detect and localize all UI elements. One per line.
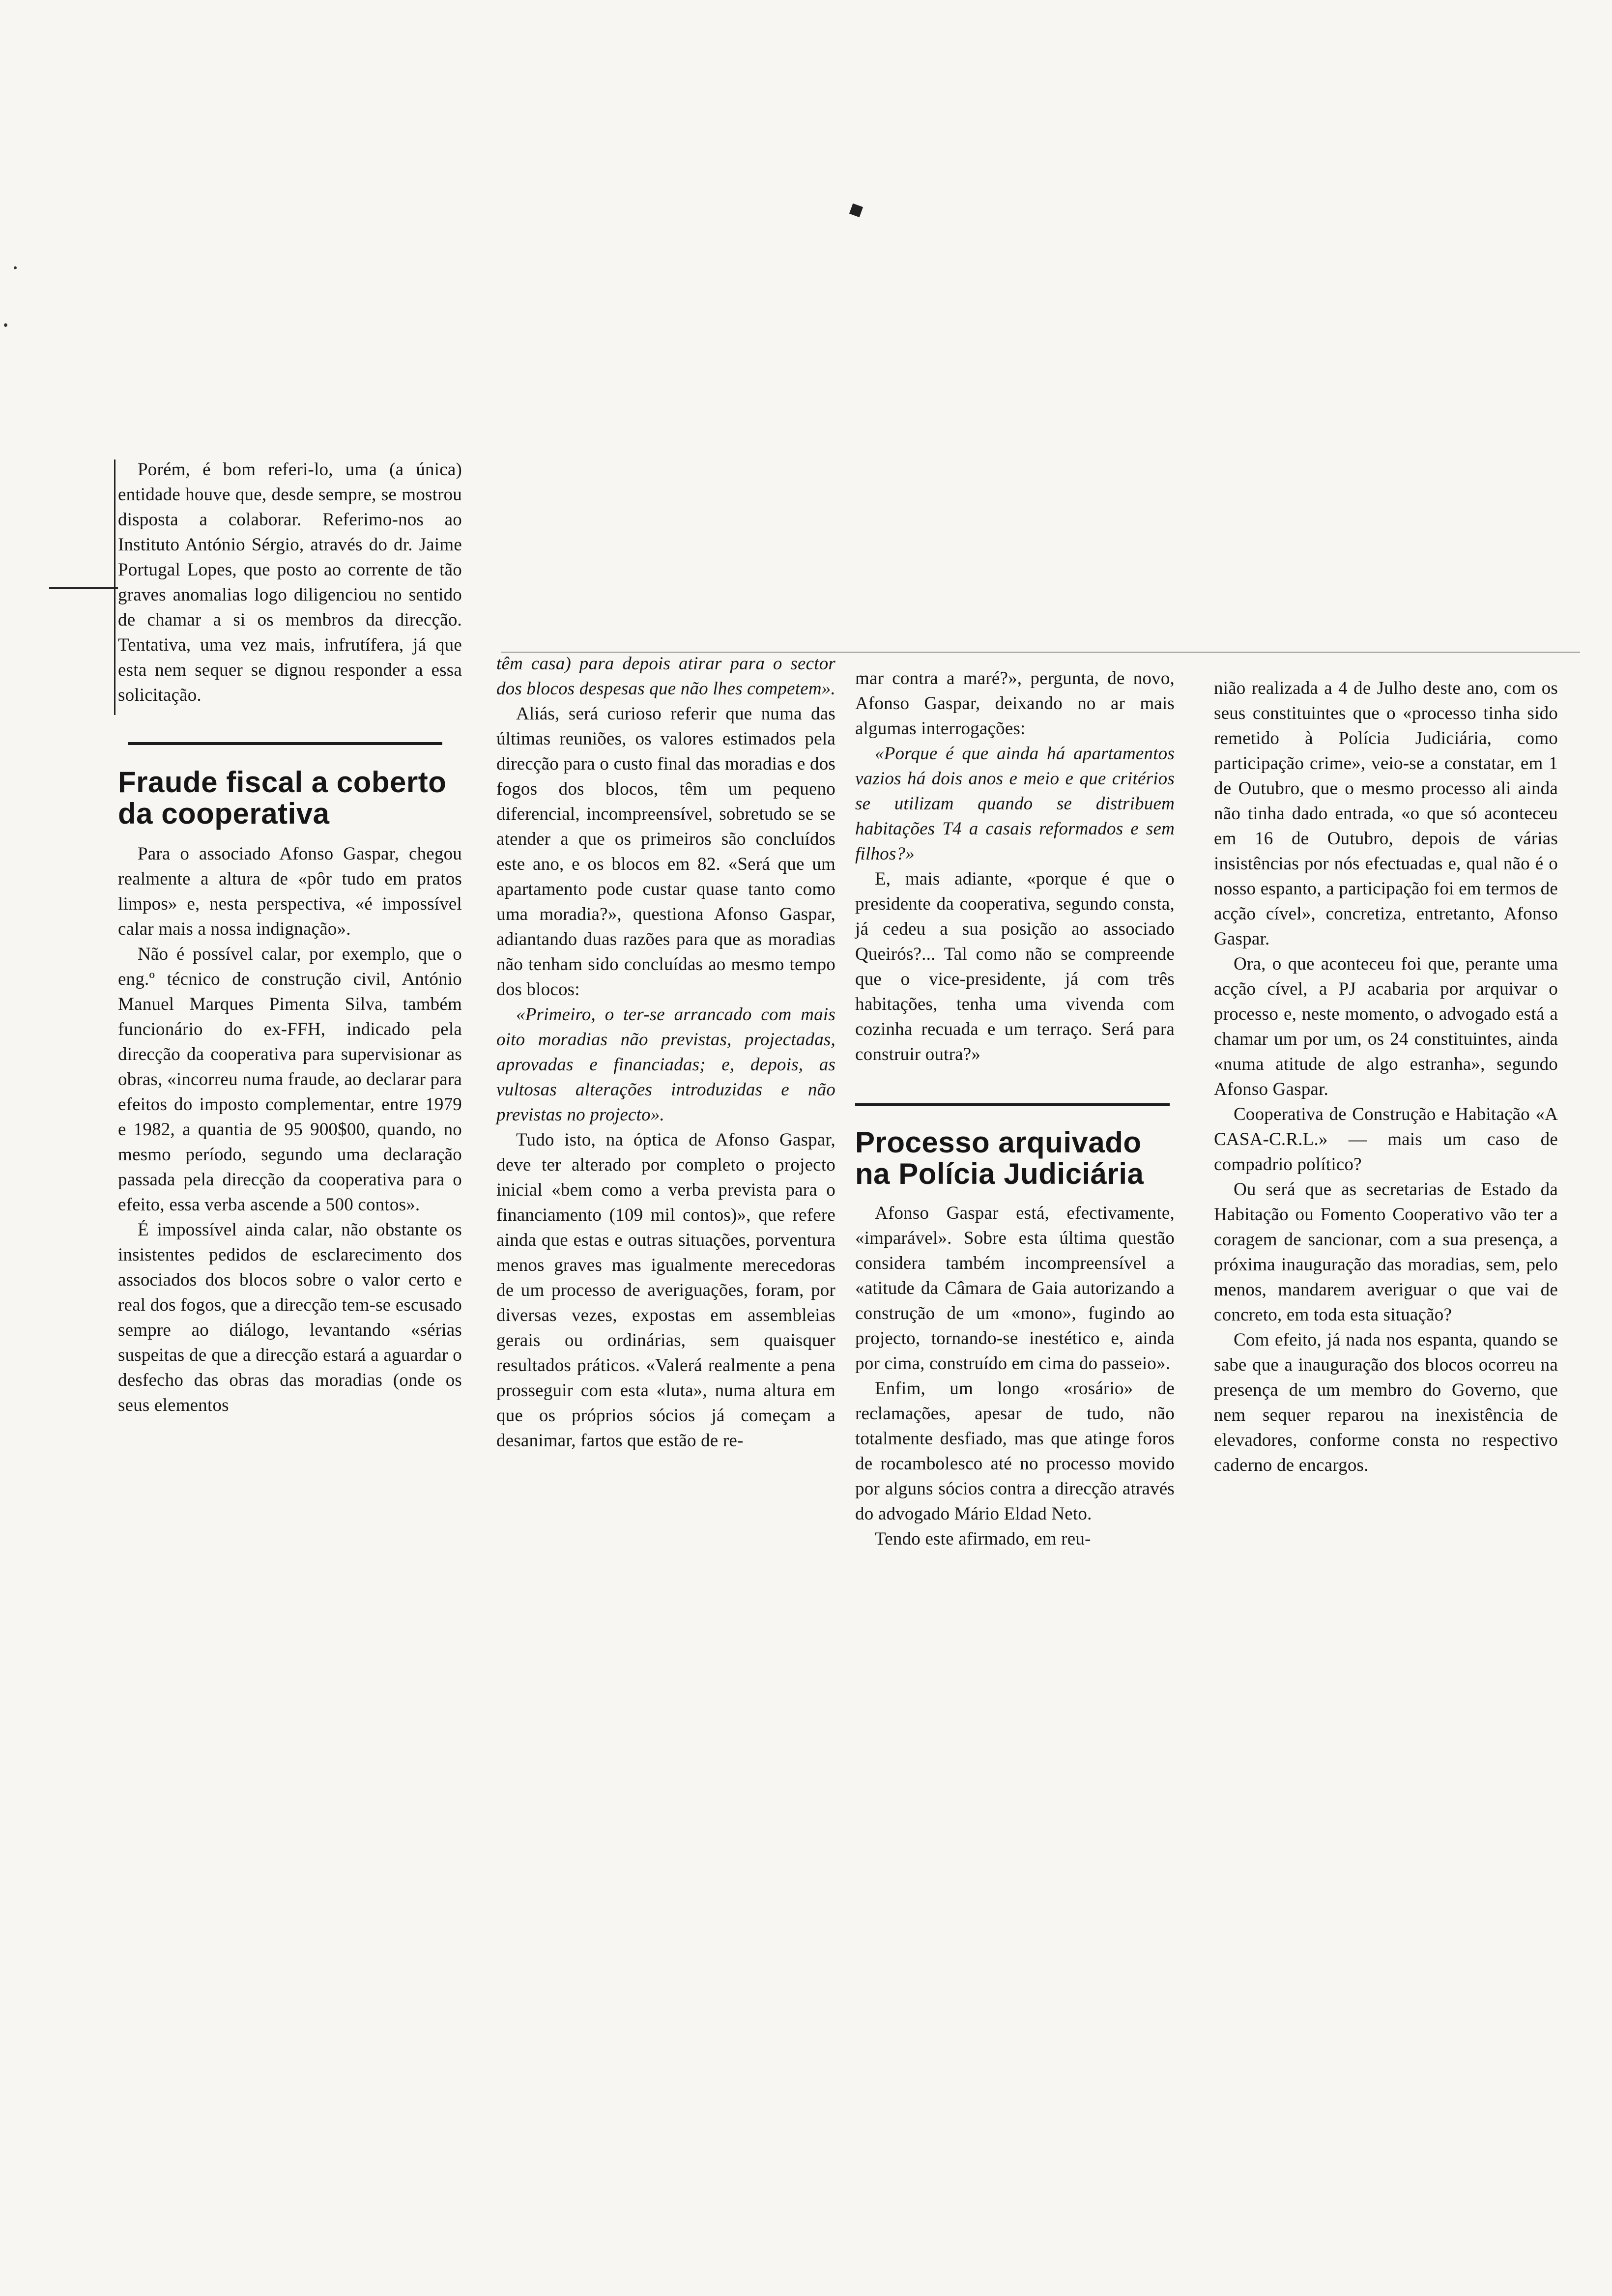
paragraph: Para o associado Afonso Gaspar, chegou realmente a altura de «pôr tudo em pratos limpos» e, nesta perspectiva, «é impossível calar mais a nossa indignação». bbox=[118, 844, 462, 939]
paragraph: Enfim, um longo «rosário» de reclamações, apesar de tudo, não totalmente desfiado, mas que atinge foros de rocambolesco até no processo movido por alguns sócios contra a direcção através do advogado Mário Eldad Neto. bbox=[855, 1378, 1175, 1524]
paragraph: têm casa) para depois atirar para o sector dos blocos despesas que não lhes competem». bbox=[496, 654, 835, 699]
paragraph: É impossível ainda calar, não obstante os insistentes pedidos de esclarecimento dos associados dos blocos sobre o valor certo e real dos fogos, que a direcção tem-se escusado sempre ao diálogo, levantando «sérias suspeitas de que a direcção estará a aguardar o desfecho das obras das moradias (onde os seus elementos bbox=[118, 1220, 462, 1415]
column-1 bbox=[118, 457, 462, 1418]
paragraph: E, mais adiante, «porque é que o presidente da cooperativa, segundo consta, já cedeu a sua posição ao associado Queirós?... Tal como não se compreende que o vice-presidente, já com três habitações, tenha uma vivenda com cozinha recuada e um terraço. Será para construir outra?» bbox=[855, 869, 1175, 1064]
column-1-body bbox=[118, 841, 462, 1418]
column-2 bbox=[496, 651, 835, 1453]
column-4 bbox=[1214, 676, 1558, 1478]
paragraph: mar contra a maré?», pergunta, de novo, Afonso Gaspar, deixando no ar mais algumas interrogações: bbox=[855, 668, 1175, 739]
paragraph: Tendo este afirmado, em reu- bbox=[875, 1529, 1091, 1549]
paragraph: Ora, o que aconteceu foi que, perante uma acção cível, a PJ acabaria por arquivar o processo e, neste momento, o advogado está a chamar um por um, os 24 constituintes, ainda «numa atitude de algo estranha», segundo Afonso Gaspar. bbox=[1214, 954, 1558, 1099]
margin-line bbox=[49, 587, 118, 589]
paragraph: Ou será que as secretarias de Estado da Habitação ou Fomento Cooperativo vão ter a coragem de sancionar, com a sua presença, a próxima inauguração das moradias, sem, pelo menos, mandarem averiguar o que vai de concreto, em toda esta situação? bbox=[1214, 1179, 1558, 1325]
paragraph: Aliás, será curioso referir que numa das últimas reuniões, os valores estimados pela direcção para o custo final das moradias e dos fogos dos blocos, têm um pequeno diferencial, incompreensível, sobretudo se se atender a que os primeiros são concluídos este ano, e os blocos em 82. «Será que um apartamento pode custar quase tanto como uma moradia?», questiona Afonso Gaspar, adiantando duas razões para que as moradias não tenham sido concluídas ao mesmo tempo dos blocos: bbox=[496, 704, 835, 1000]
paragraph: Porém, é bom referi-lo, uma (a única) entidade houve que, desde sempre, se mostrou disposta a colaborar. Referimo-nos ao Instituto António Sérgio, através do dr. Jaime Portugal Lopes, que posto ao corrente de tão graves anomalias logo diligenciou no sentido de chamar a si os membros da direcção. Tentativa, uma vez mais, infrutífera, já que esta nem sequer se dignou responder a essa solicitação. bbox=[118, 459, 462, 705]
margin-bracket bbox=[114, 459, 115, 715]
section-divider bbox=[855, 1103, 1170, 1106]
section-heading: Processo arquivado na Polícia Judiciária bbox=[855, 1126, 1144, 1190]
section-heading: Fraude fiscal a coberto da cooperativa bbox=[118, 766, 447, 830]
ink-mark bbox=[849, 203, 863, 217]
column-3 bbox=[855, 666, 1175, 1551]
paragraph: Afonso Gaspar está, efectivamente, «imparável». Sobre esta última questão considera também incompreensível a «atitude da Câmara de Gaia autorizando a construção de um «mono», fugindo ao projecto, tornando-se inestético e, ainda por cima, construído em cima do passeio». bbox=[855, 1203, 1175, 1374]
paragraph: Com efeito, já nada nos espanta, quando se sabe que a inauguração dos blocos ocorreu na presença de um membro do Governo, que nem sequer reparou na inexistência de elevadores, conforme consta no respectivo caderno de encargos. bbox=[1214, 1330, 1558, 1475]
paragraph: Cooperativa de Construção e Habitação «A CASA-C.R.L.» — mais um caso de compadrio político? bbox=[1214, 1104, 1558, 1175]
paragraph: Não é possível calar, por exemplo, que o eng.º técnico de construção civil, António Manuel Marques Pimenta Silva, também funcionário do ex-FFH, indicado pela direcção da cooperativa para supervisionar as obras, «incorreu numa fraude, ao declarar para efeitos do imposto complementar, entre 1979 e 1982, a quantia de 95 900$00, quando, no mesmo período, segundo uma declaração passada pela direcção da cooperativa para o efeito, essa verba ascende a 500 contos». bbox=[118, 944, 462, 1215]
paragraph: nião realizada a 4 de Julho deste ano, com os seus constituintes que o «processo tinha sido remetido à Polícia Judiciária, como participação crime», veio-se a constatar, em 1 de Outubro, que o mesmo processo ali ainda não tinha dado entrada, «o que só aconteceu em 16 de Outubro, depois de várias insistências por nós efectuadas e, qual não é o nosso espanto, a participação foi em termos de acção cível», concretiza, entretanto, Afonso Gaspar. bbox=[1214, 678, 1558, 949]
paragraph: «Porque é que ainda há apartamentos vazios há dois anos e meio e que critérios se utilizam quando se distribuem habitações T4 a casais reformados e sem filhos?» bbox=[855, 744, 1175, 864]
paragraph: «Primeiro, o ter-se arrancado com mais oito moradias não previstas, projectadas, aprovadas e financiadas; e, depois, as vultosas alterações introduzidas e não previstas no projecto». bbox=[496, 1004, 835, 1125]
section-divider bbox=[128, 742, 442, 745]
column-1-intro bbox=[118, 457, 462, 708]
ink-speck bbox=[14, 266, 17, 269]
ink-speck bbox=[4, 323, 7, 327]
paragraph: Tudo isto, na óptica de Afonso Gaspar, deve ter alterado por completo o projecto inicial «bem como a verba prevista para o financiamento (109 mil contos)», que refere ainda que estas e outras situações, porventura menos graves mas igualmente merecedoras de um processo de averiguações, foram, por diversas vezes, expostas em assembleias gerais ou ordinárias, sem quaisquer resultados práticos. «Valerá realmente a pena prosseguir com esta «luta», numa altura em que os próprios sócios já começam a desanimar, fartos que estão de re- bbox=[496, 1130, 835, 1451]
